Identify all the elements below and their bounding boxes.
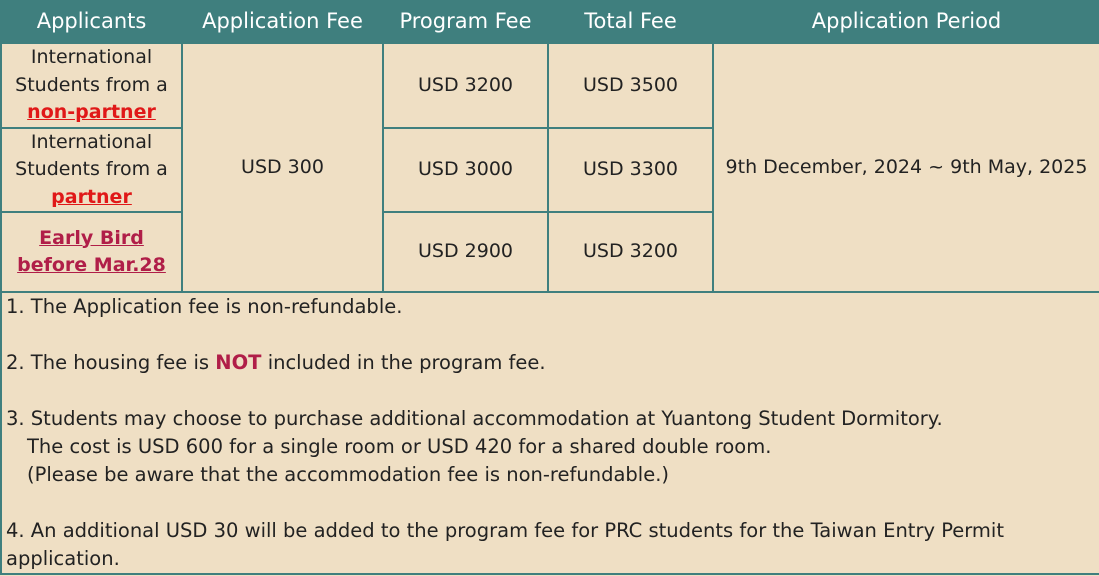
- note-2-emphasis: NOT: [215, 351, 262, 374]
- program-fee-cell: USD 2900: [383, 212, 548, 292]
- note-4: 4. An additional USD 30 will be added to the program fee for PRC students for the Taiwan Entry Permit application.: [6, 519, 1004, 570]
- notes-row: [1, 292, 1099, 574]
- applicant-prefix: International Students from a: [15, 130, 168, 180]
- applicant-cell: [1, 128, 182, 213]
- program-fee-cell: USD 3000: [383, 128, 548, 213]
- note-3-line-3: (Please be aware that the accommodation fee is non-refundable.): [27, 463, 670, 486]
- non-partner-link[interactable]: non-partner: [27, 101, 156, 123]
- note-1: 1. The Application fee is non-refundable.: [6, 295, 403, 318]
- header-application-fee: Application Fee: [182, 1, 383, 43]
- header-program-fee: Program Fee: [383, 1, 548, 43]
- header-application-period: Application Period: [713, 1, 1099, 43]
- application-fee-cell: USD 300: [182, 43, 383, 292]
- note-2: [6, 349, 1099, 377]
- note-3-line-2: The cost is USD 600 for a single room or USD 420 for a shared double room.: [27, 435, 772, 458]
- table-header-row: [1, 1, 1099, 43]
- early-bird-link[interactable]: Early Bird before Mar.28: [17, 226, 166, 276]
- note-2-before: 2. The housing fee is: [6, 351, 210, 374]
- applicant-prefix: International Students from a: [15, 46, 168, 96]
- program-fee-cell: USD 3200: [383, 43, 548, 128]
- notes-cell: [1, 292, 1099, 574]
- applicant-cell: [1, 212, 182, 292]
- table-row: [1, 43, 1099, 128]
- header-total-fee: Total Fee: [548, 1, 713, 43]
- applicant-cell: [1, 43, 182, 128]
- application-period-cell: 9th December, 2024 ~ 9th May, 2025: [713, 43, 1099, 292]
- partner-link[interactable]: partner: [51, 185, 132, 208]
- total-fee-cell: USD 3300: [548, 128, 713, 213]
- total-fee-cell: USD 3200: [548, 212, 713, 292]
- header-applicants: Applicants: [1, 1, 182, 43]
- total-fee-cell: USD 3500: [548, 43, 713, 128]
- note-2-after: included in the program fee.: [267, 351, 546, 374]
- note-3-line-1: 3. Students may choose to purchase additional accommodation at Yuantong Student Dormitory.: [6, 407, 943, 430]
